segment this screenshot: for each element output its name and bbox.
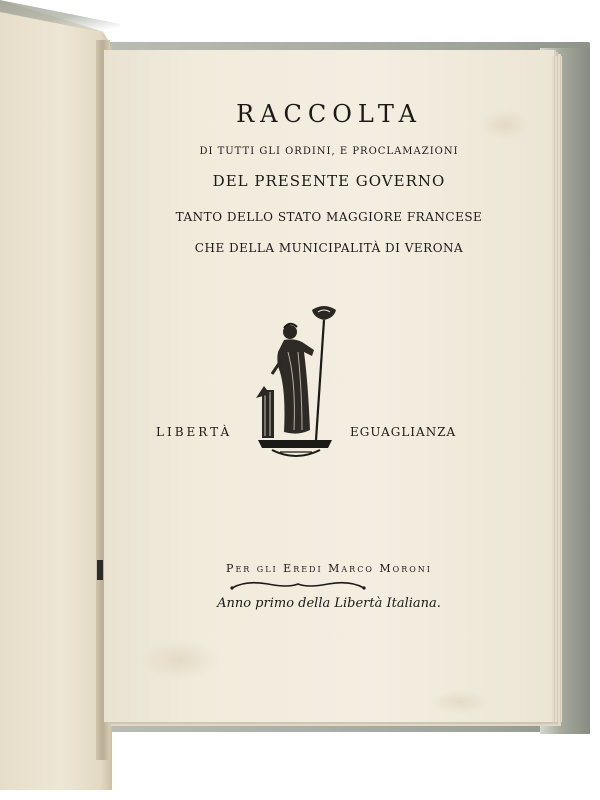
binding-thread: [97, 560, 103, 580]
title: RACCOLTA: [236, 100, 422, 128]
subtitle-line: DI TUTTI GLI ORDINI, E PROCLAMAZIONI: [199, 146, 459, 157]
publication-year: Anno primo della Libertà Italiana.: [217, 596, 441, 611]
foxing-spot: [140, 640, 220, 680]
motto-liberta: LIBERTÀ: [156, 425, 233, 439]
motto-eguaglianza: EGUAGLIANZA: [350, 425, 457, 439]
subtitle-line: DEL PRESENTE GOVERNO: [212, 172, 446, 190]
foxing-spot: [430, 690, 490, 714]
subtitle-line: CHE DELLA MUNICIPALITÀ DI VERONA: [194, 241, 464, 255]
ornamental-rule: [228, 578, 368, 594]
subtitle-line: TANTO DELLO STATO MAGGIORE FRANCESE: [175, 210, 483, 224]
printer-imprint: Per gli Eredi Marco Moroni: [226, 562, 432, 575]
liberty-figure-icon: [250, 302, 350, 468]
